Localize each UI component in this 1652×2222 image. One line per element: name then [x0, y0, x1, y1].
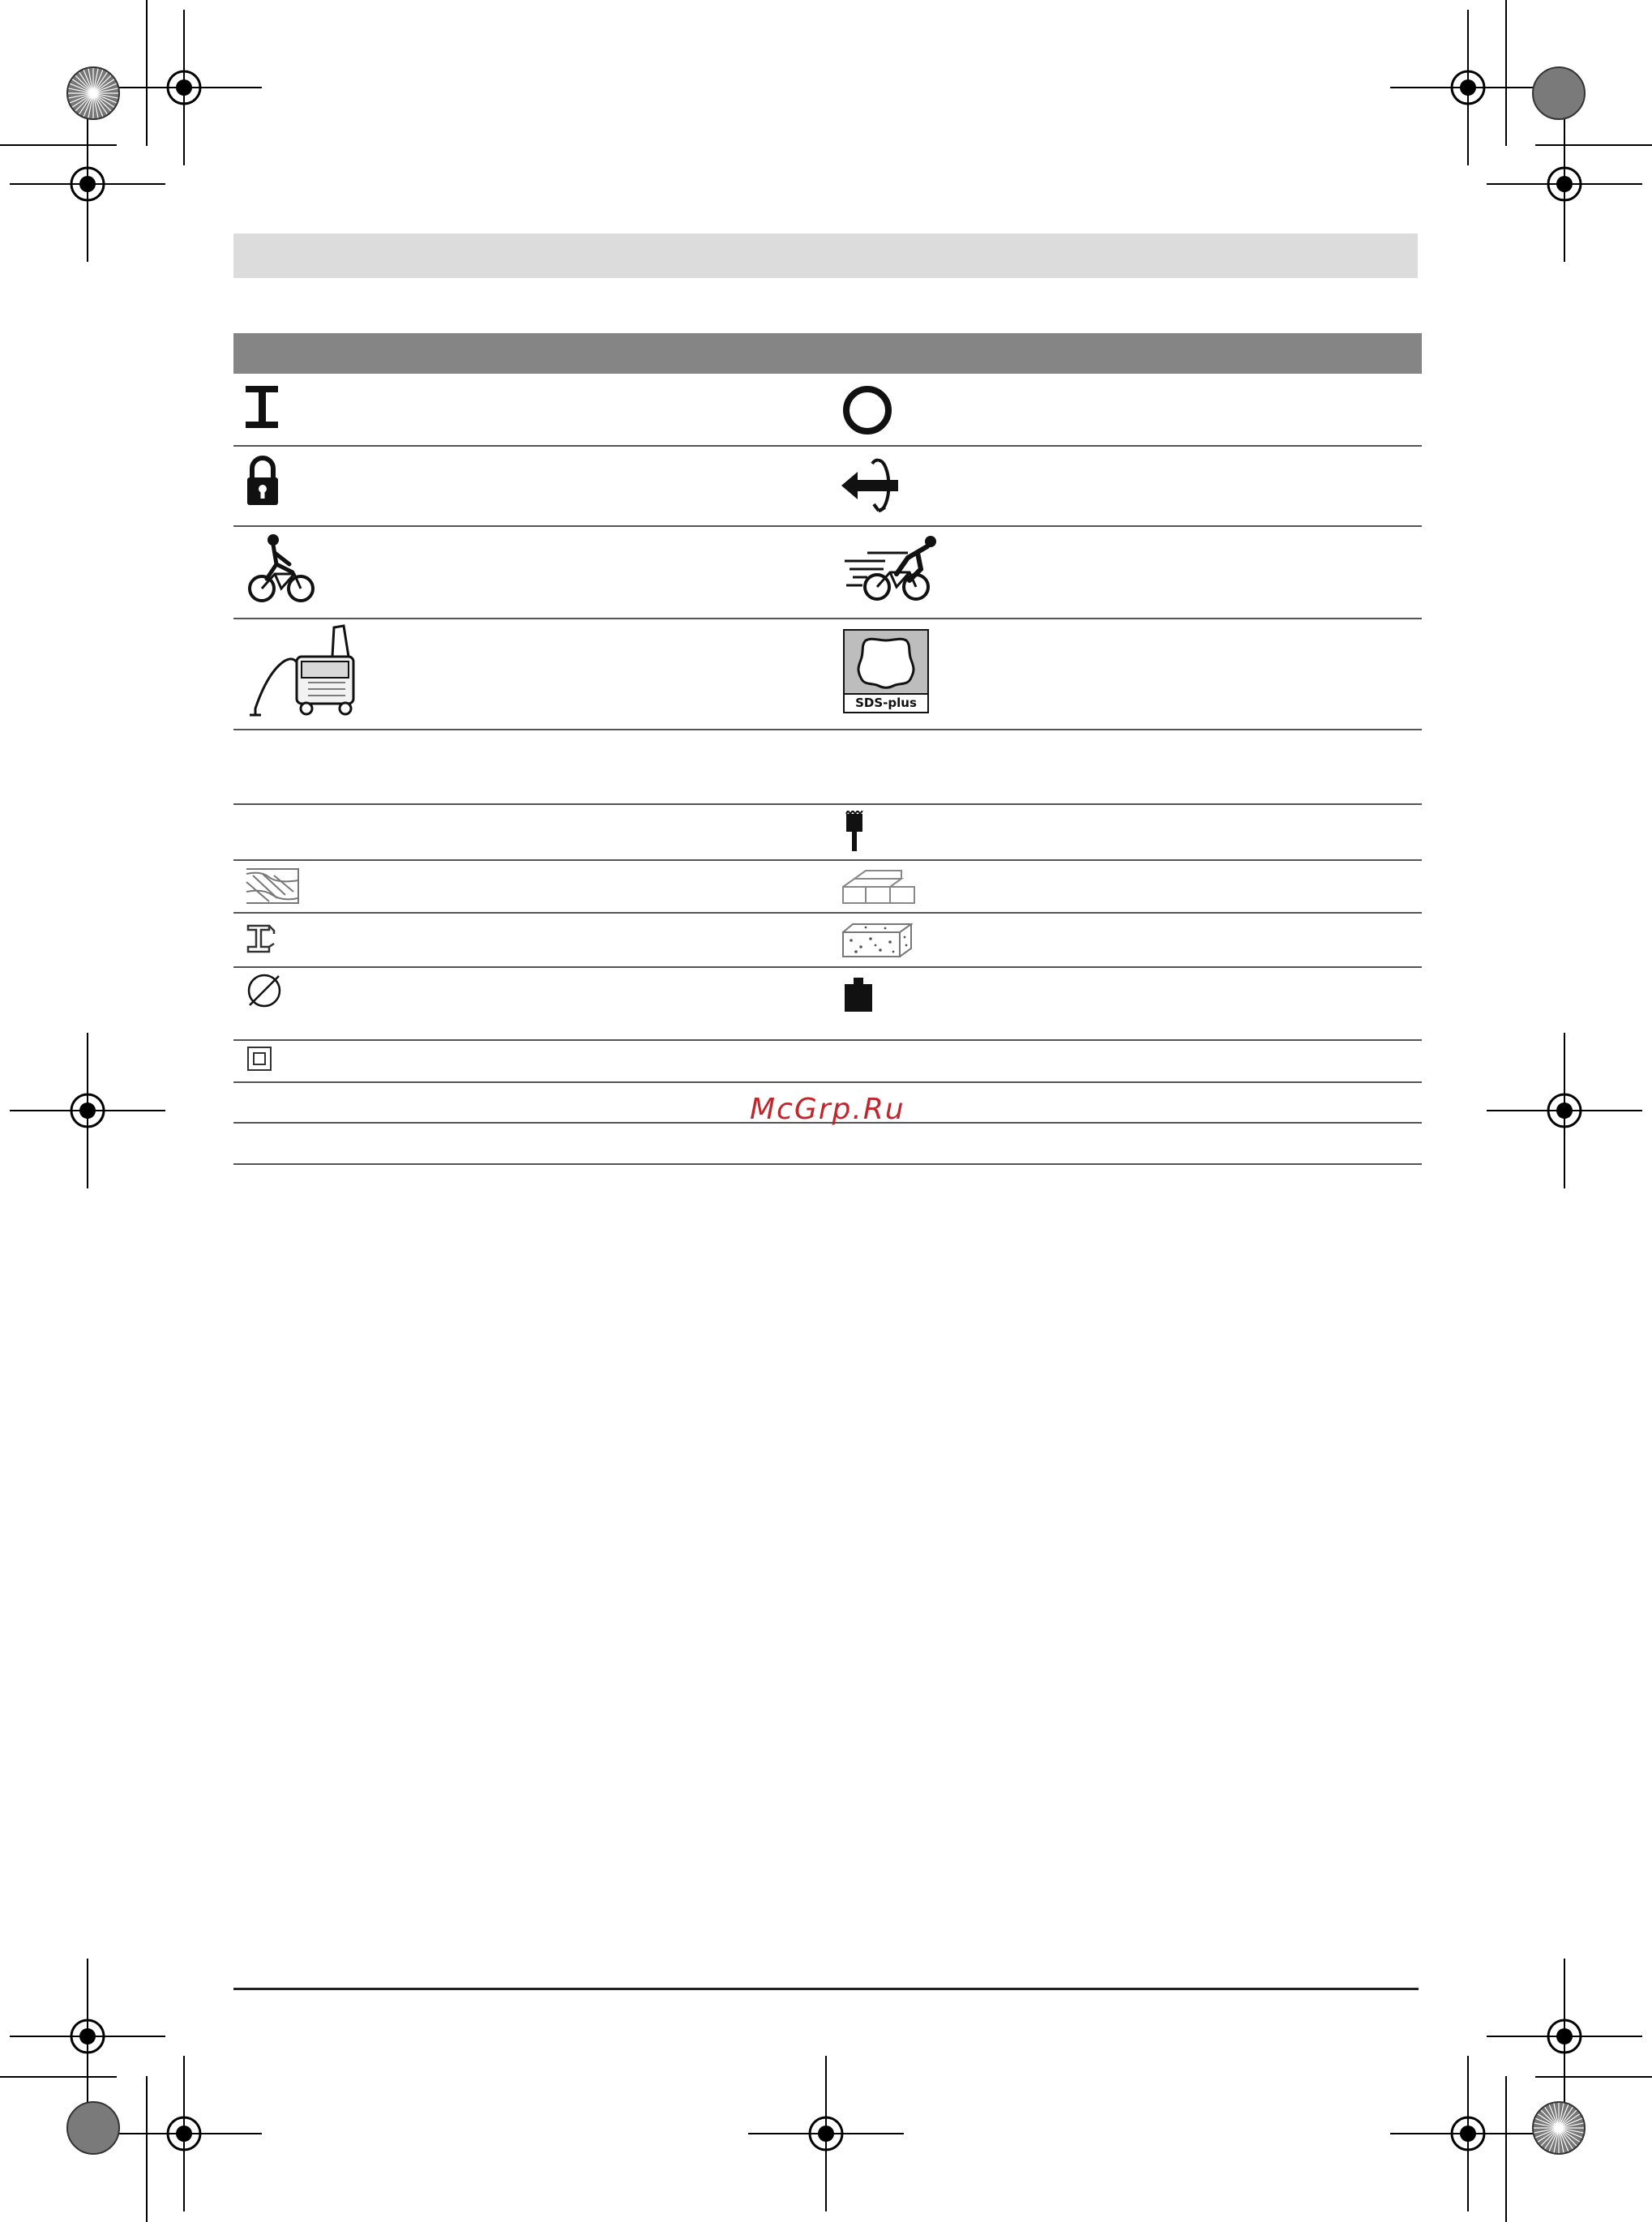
wood-icon [245, 867, 300, 905]
diameter-icon [245, 971, 284, 1010]
row-divider [233, 912, 1422, 914]
core-cutter-icon [843, 811, 866, 853]
row-divider [233, 729, 1422, 730]
lock-icon [246, 456, 280, 507]
on-position-icon [244, 384, 283, 431]
footer-rule [233, 1988, 1419, 1990]
row-divider [233, 1163, 1422, 1165]
watermark: McGrp.Ru [750, 1093, 905, 1126]
row-divider [233, 445, 1422, 447]
sds-plus-label: SDS-plus [855, 696, 917, 710]
protection-class-ii-icon [246, 1046, 272, 1072]
sds-plus-tool-holder-icon [843, 629, 929, 713]
row-divider [233, 1039, 1422, 1041]
row-divider [233, 618, 1422, 619]
weight-icon [843, 976, 874, 1013]
fast-speed-cyclist-icon [843, 532, 942, 605]
title-band [233, 233, 1418, 278]
row-divider [233, 803, 1422, 805]
dust-extractor-icon [243, 624, 358, 720]
table-header [233, 333, 1422, 374]
concrete-icon [841, 923, 913, 958]
row-divider [233, 525, 1422, 527]
rotation-direction-icon [840, 454, 905, 517]
steel-beam-icon [245, 923, 277, 955]
row-divider [233, 859, 1422, 861]
row-divider [233, 966, 1422, 968]
masonry-brick-icon [841, 869, 916, 905]
row-divider [233, 1081, 1422, 1083]
slow-speed-cyclist-icon [246, 532, 317, 605]
off-position-icon [841, 384, 893, 436]
